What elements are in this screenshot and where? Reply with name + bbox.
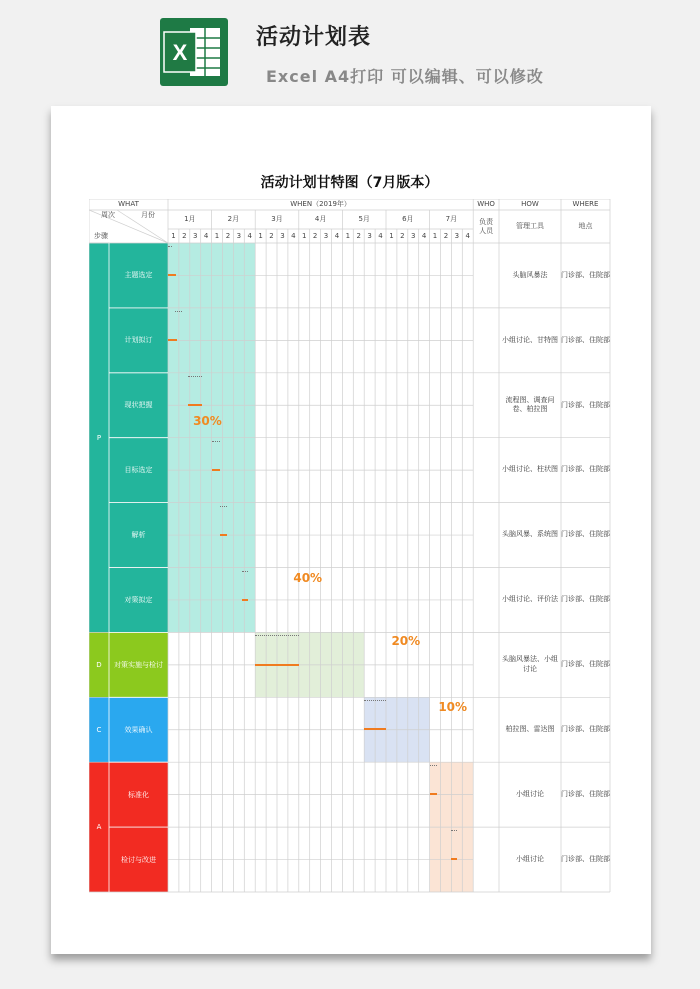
month-label: 1月 <box>184 215 196 224</box>
week-label: 2 <box>400 231 405 240</box>
tool-cell: 流程图、调查问卷、柏拉图 <box>505 395 555 414</box>
do-percent: 20% <box>391 634 421 649</box>
place-cell: 门诊部、住院部 <box>561 465 610 474</box>
plan-marker <box>364 700 386 702</box>
check-percent: 10% <box>438 700 468 715</box>
step-label: 计划拟订 <box>124 336 153 345</box>
step-label: 对策拟定 <box>124 595 153 604</box>
header-when: WHEN（2019年） <box>290 200 351 209</box>
phase-code: D <box>96 660 102 669</box>
page-subtitle: Excel A4打印 可以编辑、可以修改 <box>266 67 544 86</box>
gantt-bar <box>188 404 202 406</box>
place-cell: 门诊部、住院部 <box>561 854 610 863</box>
header-step: 步骤 <box>94 231 108 240</box>
week-label: 3 <box>454 231 460 240</box>
sheet-title: 活动计划甘特图（7月版本） <box>260 175 439 191</box>
tool-cell: 小组讨论 <box>516 789 544 798</box>
gantt-bar <box>242 599 247 601</box>
plan-marker <box>451 830 456 832</box>
phase-code: C <box>96 725 102 734</box>
plan-marker <box>255 635 299 637</box>
plan-marker <box>242 571 247 573</box>
grid-lines <box>89 199 611 893</box>
place-cell: 门诊部、住院部 <box>561 595 610 604</box>
week-label: 3 <box>193 231 198 240</box>
header-tools: 管理工具 <box>516 222 544 231</box>
week-label: 2 <box>182 231 187 240</box>
week-label: 3 <box>323 231 329 240</box>
place-cell: 门诊部、住院部 <box>561 660 610 669</box>
place-cell: 门诊部、住院部 <box>561 789 610 798</box>
excel-icon <box>160 18 228 86</box>
tool-cell: 小组讨论 <box>516 854 544 863</box>
header-month: 月份 <box>141 210 155 219</box>
step-label: 现状把握 <box>124 401 153 410</box>
plan-marker <box>212 441 221 443</box>
plan-percent: 30% <box>193 413 222 428</box>
header-place: 地点 <box>578 222 593 231</box>
gantt-bar <box>451 858 456 860</box>
week-label: 2 <box>225 231 231 240</box>
week-label: 1 <box>258 231 263 240</box>
gantt-bar <box>168 274 176 276</box>
header-owner: 负责人员 <box>479 218 494 235</box>
place-cell: 门诊部、住院部 <box>561 725 610 734</box>
week-label: 3 <box>367 231 372 240</box>
gantt-bar <box>220 534 227 536</box>
week-label: 4 <box>421 231 427 240</box>
month-label: 4月 <box>314 215 327 224</box>
page-title: 活动计划表 <box>256 25 372 50</box>
week-label: 3 <box>280 231 285 240</box>
tool-cell: 头脑风暴法 <box>512 270 548 279</box>
week-label: 4 <box>247 231 252 240</box>
month-label: 5月 <box>358 215 370 224</box>
week-label: 1 <box>302 231 307 240</box>
tool-cell: 小组讨论、评价法 <box>502 595 558 604</box>
header-what: WHAT <box>118 200 139 209</box>
month-label: 2月 <box>227 215 240 224</box>
step-label: 解析 <box>131 531 146 540</box>
gantt-bar <box>168 339 177 341</box>
week-label: 1 <box>214 231 220 240</box>
week-label: 2 <box>269 231 274 240</box>
tool-cell: 柏拉图、雷达图 <box>505 725 555 734</box>
week-label: 2 <box>356 231 361 240</box>
tool-cell: 头脑风暴法、小组讨论 <box>502 655 558 673</box>
week-label: 3 <box>236 231 242 240</box>
week-label: 4 <box>378 231 383 240</box>
step-label: 主题选定 <box>124 271 153 280</box>
step-label: 标准化 <box>128 790 149 799</box>
place-cell: 门诊部、住院部 <box>561 335 610 344</box>
sheet-card <box>51 106 651 954</box>
place-cell: 门诊部、住院部 <box>561 530 610 539</box>
week-label: 1 <box>432 231 438 240</box>
week-label: 1 <box>389 231 394 240</box>
week-label: 4 <box>334 231 340 240</box>
week-label: 4 <box>203 231 209 240</box>
gantt-bar <box>364 728 386 730</box>
month-label: 7月 <box>445 215 458 224</box>
week-label: 1 <box>345 231 351 240</box>
gantt-bar <box>255 664 299 666</box>
measures-percent: 40% <box>293 570 323 585</box>
week-label: 1 <box>171 231 176 240</box>
header-how: HOW <box>521 200 539 209</box>
plan-marker <box>188 376 202 378</box>
month-label: 3月 <box>271 215 283 224</box>
week-label: 2 <box>443 231 449 240</box>
step-label: 目标选定 <box>124 466 153 475</box>
place-cell: 门诊部、住院部 <box>561 400 610 409</box>
week-label: 3 <box>411 231 416 240</box>
week-label: 4 <box>291 231 296 240</box>
phase-code: A <box>96 823 102 832</box>
week-label: 4 <box>465 231 470 240</box>
week-label: 2 <box>312 231 318 240</box>
step-label: 检讨与改进 <box>121 855 156 864</box>
tool-cell: 小组讨论、甘特图 <box>502 335 558 344</box>
header-where: WHERE <box>572 200 599 209</box>
header-week: 周次 <box>101 210 115 219</box>
gantt-bar <box>430 793 438 795</box>
gantt-bar <box>212 469 221 471</box>
header-who: WHO <box>477 200 495 209</box>
place-cell: 门诊部、住院部 <box>561 270 610 279</box>
step-label: 效果确认 <box>124 725 153 734</box>
phase-code: P <box>96 433 102 442</box>
step-label: 对策实施与检讨 <box>114 660 163 669</box>
plan-marker <box>168 246 172 248</box>
excel-logo-letter: X <box>172 40 188 65</box>
plan-marker <box>220 506 227 508</box>
plan-marker <box>175 311 183 313</box>
plan-marker <box>430 765 438 767</box>
tool-cell: 小组讨论、柱状图 <box>502 465 558 474</box>
month-label: 6月 <box>402 215 414 224</box>
tool-cell: 头脑风暴、系统图 <box>502 530 558 539</box>
